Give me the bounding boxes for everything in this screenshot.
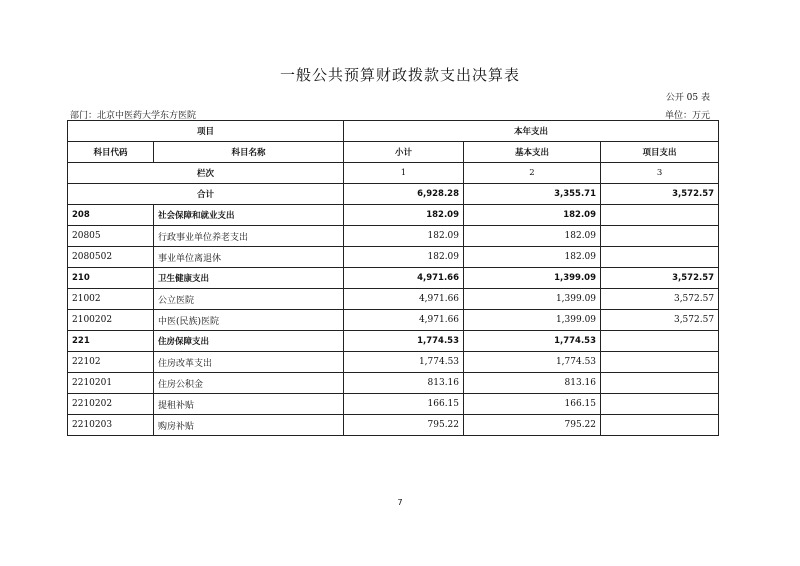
row-code: 2210201: [68, 373, 154, 394]
header-name: 科目名称: [154, 142, 344, 163]
row-project: [601, 226, 719, 247]
column-number-3: 3: [601, 163, 719, 184]
column-number-1: 1: [344, 163, 464, 184]
column-number-2: 2: [464, 163, 601, 184]
total-subtotal: 6,928.28: [344, 184, 464, 205]
table-row: [68, 205, 719, 226]
row-project: [601, 205, 719, 226]
row-basic: 1,774.53: [464, 331, 601, 352]
row-project: 3,572.57: [601, 310, 719, 331]
unit-label: 单位：万元: [664, 111, 710, 121]
table-row: [68, 226, 719, 247]
row-basic: 166.15: [464, 394, 601, 415]
form-number: 公开 05 表: [665, 93, 710, 103]
row-name: 社会保障和就业支出: [154, 205, 344, 226]
row-project: [601, 415, 719, 436]
row-code: 210: [68, 268, 154, 289]
expenditure-table: [67, 120, 719, 436]
row-code: 208: [68, 205, 154, 226]
table-row: [68, 268, 719, 289]
table-row: [68, 310, 719, 331]
row-basic: 1,399.09: [464, 289, 601, 310]
header-subtotal: 小计: [344, 142, 464, 163]
row-project: 3,572.57: [601, 268, 719, 289]
table-row: [68, 415, 719, 436]
row-code: 20805: [68, 226, 154, 247]
row-basic: 182.09: [464, 205, 601, 226]
header-code: 科目代码: [68, 142, 154, 163]
header-current-year: 本年支出: [344, 121, 719, 142]
row-code: 22102: [68, 352, 154, 373]
page-title: 一般公共预算财政拨款支出决算表: [279, 66, 520, 84]
row-subtotal: 813.16: [344, 373, 464, 394]
header-project-expenditure: 项目支出: [601, 142, 719, 163]
row-project: [601, 352, 719, 373]
total-basic: 3,355.71: [464, 184, 601, 205]
row-subtotal: 182.09: [344, 205, 464, 226]
row-name: 卫生健康支出: [154, 268, 344, 289]
row-subtotal: 795.22: [344, 415, 464, 436]
row-project: [601, 394, 719, 415]
row-name: 住房改革支出: [154, 352, 344, 373]
row-project: 3,572.57: [601, 289, 719, 310]
row-subtotal: 182.09: [344, 247, 464, 268]
row-name: 事业单位离退休: [154, 247, 344, 268]
page-number: 7: [397, 498, 403, 507]
table-row: [68, 331, 719, 352]
row-name: 公立医院: [154, 289, 344, 310]
table-row: [68, 394, 719, 415]
total-project: 3,572.57: [601, 184, 719, 205]
table-row: [68, 289, 719, 310]
row-subtotal: 4,971.66: [344, 268, 464, 289]
row-code: 2100202: [68, 310, 154, 331]
row-basic: 1,399.09: [464, 268, 601, 289]
row-subtotal: 182.09: [344, 226, 464, 247]
row-subtotal: 1,774.53: [344, 331, 464, 352]
row-project: [601, 331, 719, 352]
header-project: 项目: [68, 121, 344, 142]
row-code: 2210202: [68, 394, 154, 415]
row-subtotal: 4,971.66: [344, 310, 464, 331]
row-basic: 1,774.53: [464, 352, 601, 373]
row-code: 221: [68, 331, 154, 352]
row-name: 提租补贴: [154, 394, 344, 415]
row-basic: 813.16: [464, 373, 601, 394]
row-subtotal: 1,774.53: [344, 352, 464, 373]
row-basic: 182.09: [464, 226, 601, 247]
total-row-label: 合计: [68, 184, 344, 205]
row-basic: 1,399.09: [464, 310, 601, 331]
row-name: 中医(民族)医院: [154, 310, 344, 331]
column-row-label: 栏次: [68, 163, 344, 184]
row-project: [601, 373, 719, 394]
department-label: 部门：北京中医药大学东方医院: [70, 111, 197, 121]
row-project: [601, 247, 719, 268]
row-name: 住房公积金: [154, 373, 344, 394]
table-row: [68, 373, 719, 394]
row-code: 2210203: [68, 415, 154, 436]
row-subtotal: 166.15: [344, 394, 464, 415]
table-row: [68, 247, 719, 268]
table-row: [68, 352, 719, 373]
row-basic: 795.22: [464, 415, 601, 436]
row-name: 行政事业单位养老支出: [154, 226, 344, 247]
row-code: 21002: [68, 289, 154, 310]
row-name: 住房保障支出: [154, 331, 344, 352]
header-basic: 基本支出: [464, 142, 601, 163]
row-basic: 182.09: [464, 247, 601, 268]
row-subtotal: 4,971.66: [344, 289, 464, 310]
row-name: 购房补贴: [154, 415, 344, 436]
row-code: 2080502: [68, 247, 154, 268]
